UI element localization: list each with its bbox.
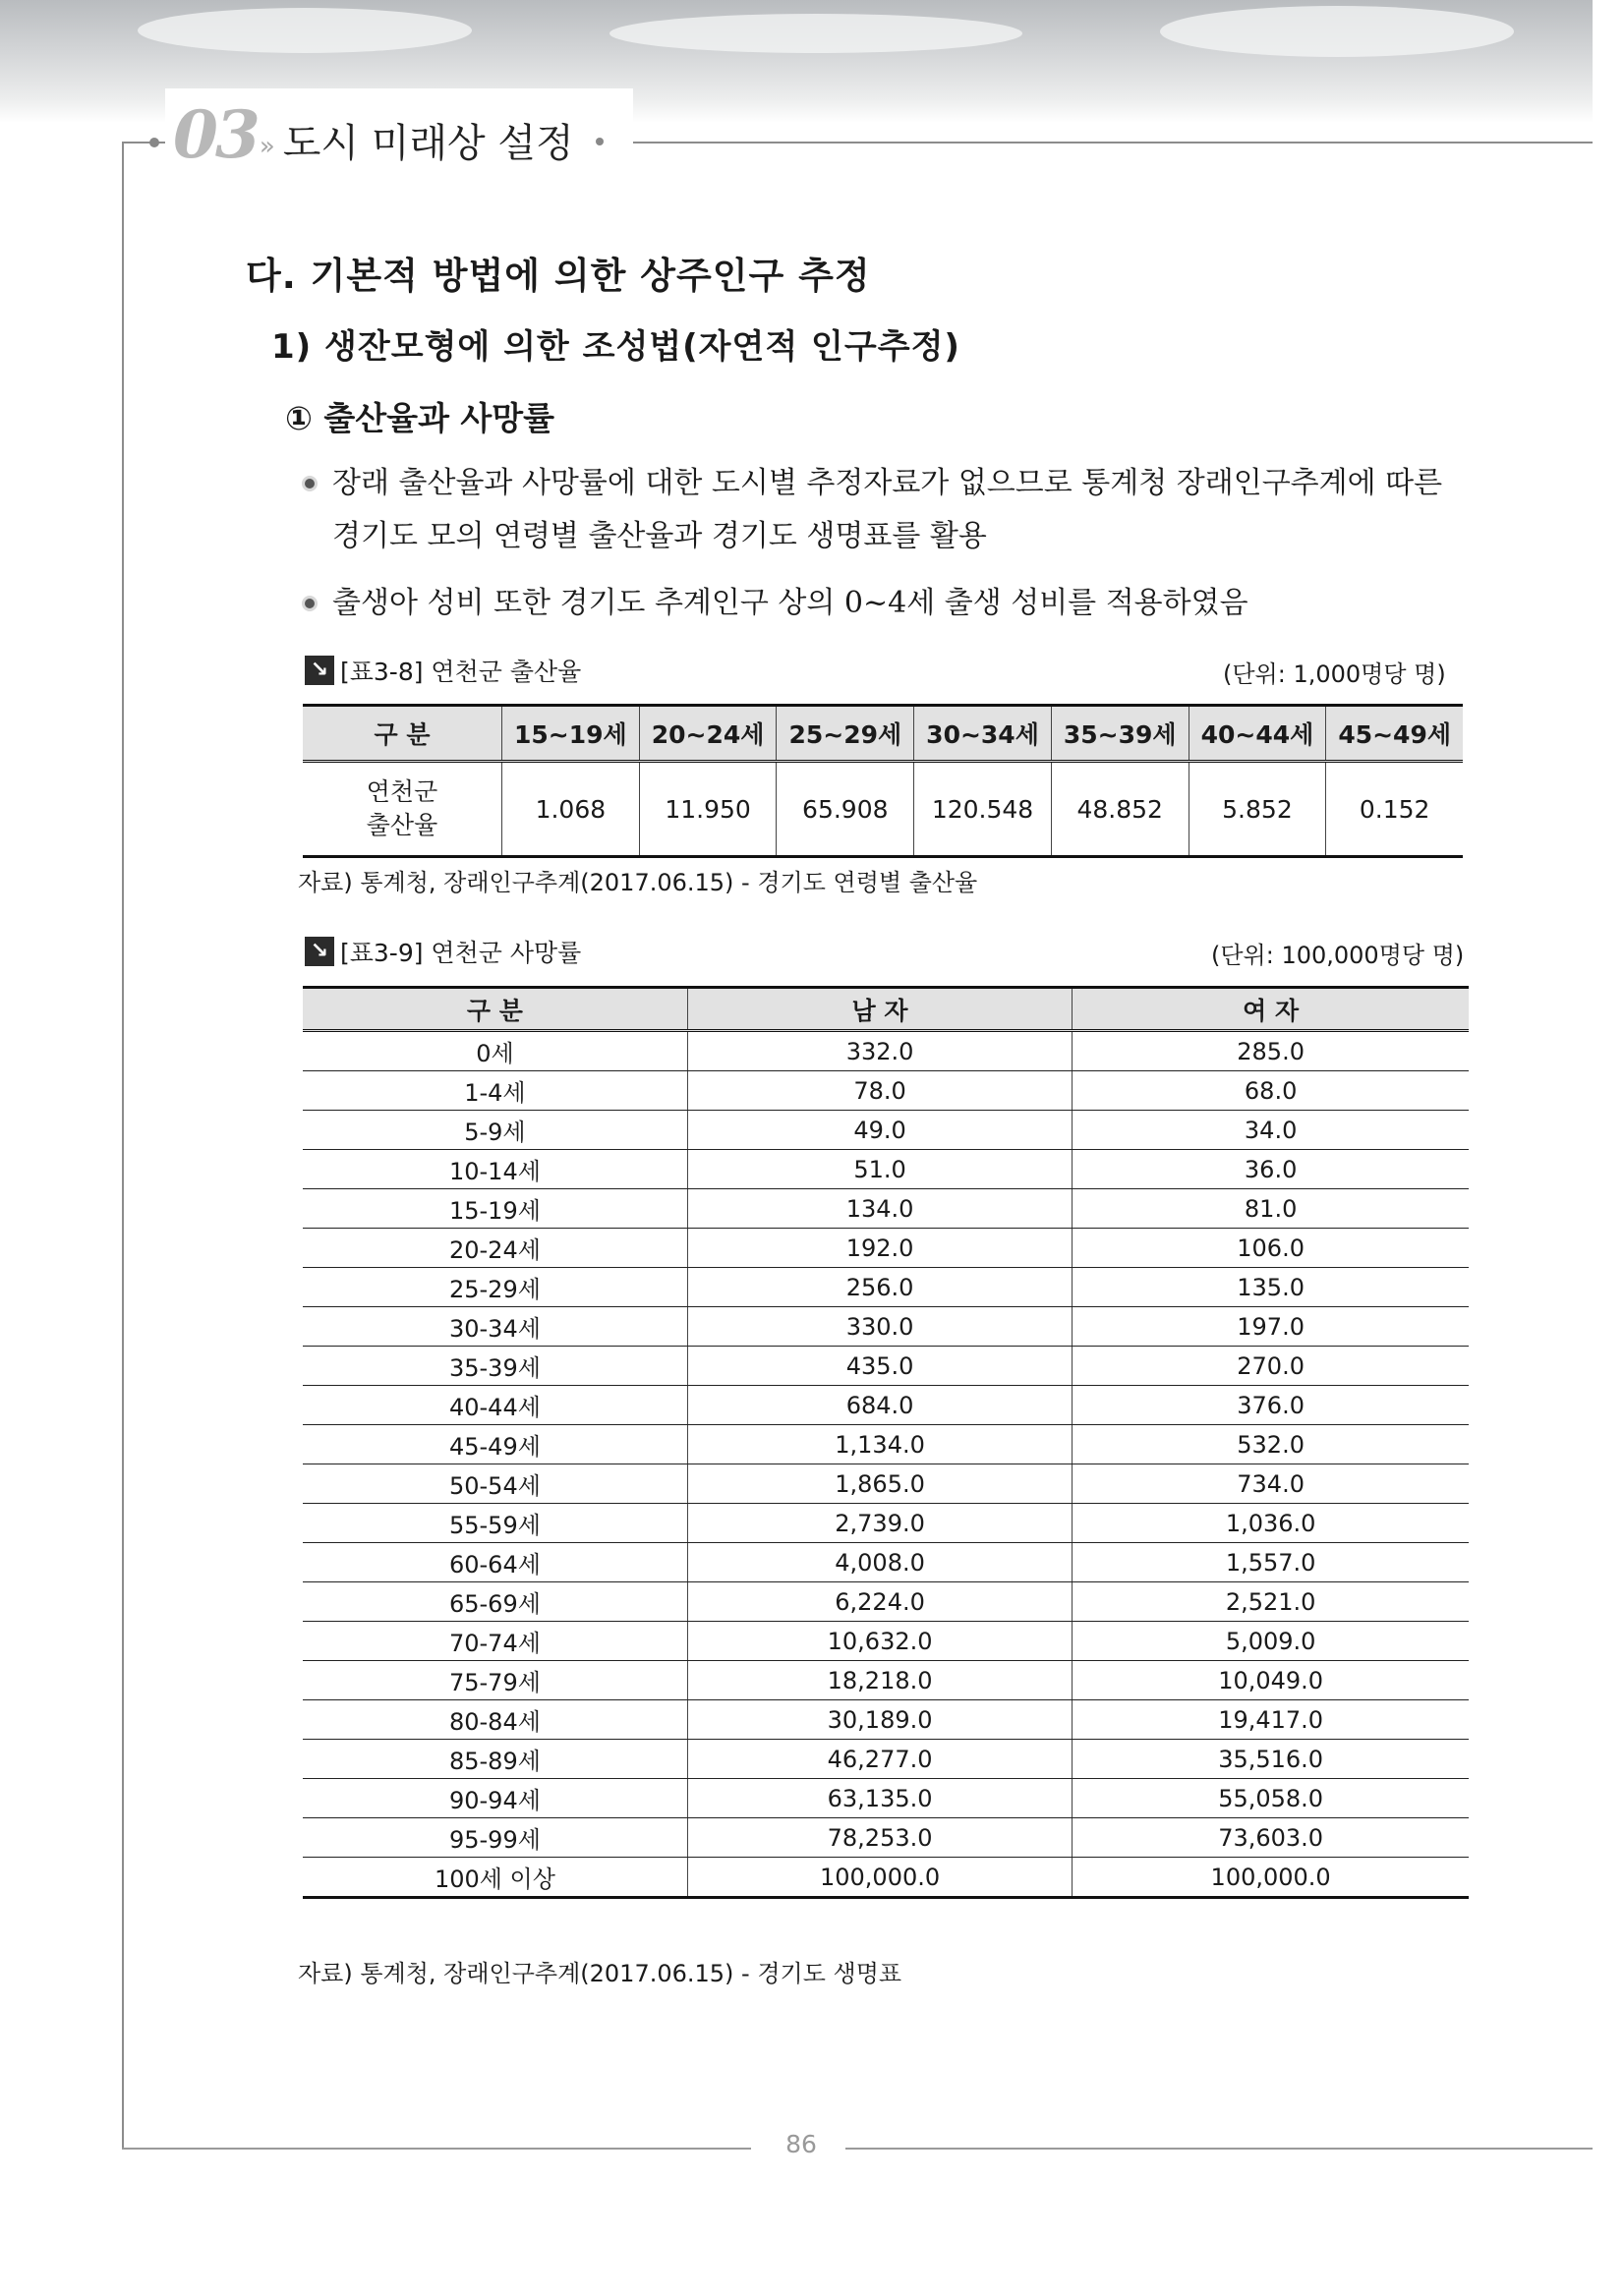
table-row — [303, 1858, 1469, 1898]
table-header-cell: 30~34세 — [914, 706, 1052, 762]
item-heading: ① 출산율과 사망률 — [285, 399, 555, 437]
table-row — [303, 1779, 1469, 1818]
table-cell: 120.548 — [914, 762, 1052, 857]
table1-caption — [305, 653, 581, 688]
male-rate-cell: 4,008.0 — [687, 1543, 1072, 1582]
female-rate-cell: 35,516.0 — [1073, 1740, 1469, 1779]
table-row — [303, 1268, 1469, 1307]
table-row — [303, 1543, 1469, 1582]
section-heading: 다. 기본적 방법에 의한 상주인구 추정 — [246, 255, 871, 297]
page-frame-left — [122, 142, 124, 2149]
table-header-cell: 20~24세 — [639, 706, 777, 762]
male-rate-cell: 46,277.0 — [687, 1740, 1072, 1779]
chapter-title: 도시 미래상 설정 — [282, 121, 574, 166]
circle-bullet-icon — [305, 599, 315, 608]
female-rate-cell: 106.0 — [1073, 1229, 1469, 1268]
age-group-cell: 85-89세 — [303, 1740, 687, 1779]
page-number: 86 — [785, 2130, 817, 2158]
header-lead-dot — [149, 138, 159, 147]
female-rate-cell: 197.0 — [1073, 1307, 1469, 1347]
male-rate-cell: 435.0 — [687, 1347, 1072, 1386]
fertility-table — [303, 704, 1463, 858]
table-header-cell: 남 자 — [687, 988, 1072, 1031]
female-rate-cell: 1,557.0 — [1073, 1543, 1469, 1582]
table-row — [303, 1307, 1469, 1347]
table-row — [303, 1818, 1469, 1858]
age-group-cell: 20-24세 — [303, 1229, 687, 1268]
table2-unit: (단위: 100,000명당 명) — [1211, 942, 1465, 969]
bullet-item — [303, 577, 1463, 630]
female-rate-cell: 734.0 — [1073, 1464, 1469, 1504]
age-group-cell: 25-29세 — [303, 1268, 687, 1307]
table-row — [303, 1740, 1469, 1779]
female-rate-cell: 1,036.0 — [1073, 1504, 1469, 1543]
table-header-cell: 45~49세 — [1326, 706, 1463, 762]
female-rate-cell: 73,603.0 — [1073, 1818, 1469, 1858]
table-cell: 0.152 — [1326, 762, 1463, 857]
table-header-cell: 25~29세 — [777, 706, 914, 762]
age-group-cell: 80-84세 — [303, 1700, 687, 1740]
male-rate-cell: 78.0 — [687, 1071, 1072, 1111]
table-cell: 1.068 — [502, 762, 640, 857]
table2-caption — [305, 934, 581, 969]
age-group-cell: 30-34세 — [303, 1307, 687, 1347]
header-cloud — [1160, 6, 1514, 57]
male-rate-cell: 30,189.0 — [687, 1700, 1072, 1740]
male-rate-cell: 332.0 — [687, 1031, 1072, 1071]
table-header-cell: 35~39세 — [1051, 706, 1189, 762]
table-cell: 65.908 — [777, 762, 914, 857]
female-rate-cell: 285.0 — [1073, 1031, 1469, 1071]
female-rate-cell: 5,009.0 — [1073, 1622, 1469, 1661]
bullet-item — [303, 457, 1463, 563]
age-group-cell: 60-64세 — [303, 1543, 687, 1582]
table-row — [303, 1425, 1469, 1464]
age-group-cell: 100세 이상 — [303, 1858, 687, 1898]
male-rate-cell: 18,218.0 — [687, 1661, 1072, 1700]
male-rate-cell: 2,739.0 — [687, 1504, 1072, 1543]
table-row — [303, 1386, 1469, 1425]
age-group-cell: 5-9세 — [303, 1111, 687, 1150]
table-row — [303, 1504, 1469, 1543]
table2-caption-text: [표3-9] 연천군 사망률 — [340, 939, 582, 967]
age-group-cell: 55-59세 — [303, 1504, 687, 1543]
male-rate-cell: 1,134.0 — [687, 1425, 1072, 1464]
male-rate-cell: 6,224.0 — [687, 1582, 1072, 1622]
bullet-list — [303, 457, 1463, 644]
age-group-cell: 35-39세 — [303, 1347, 687, 1386]
age-group-cell: 40-44세 — [303, 1386, 687, 1425]
male-rate-cell: 134.0 — [687, 1189, 1072, 1229]
row-label-line: 연천군 — [366, 777, 438, 806]
mortality-table-body — [303, 1031, 1469, 1898]
female-rate-cell: 376.0 — [1073, 1386, 1469, 1425]
female-rate-cell: 135.0 — [1073, 1268, 1469, 1307]
table-row — [303, 1031, 1469, 1071]
female-rate-cell: 36.0 — [1073, 1150, 1469, 1189]
male-rate-cell: 256.0 — [687, 1268, 1072, 1307]
header-cloud — [138, 8, 472, 53]
age-group-cell: 1-4세 — [303, 1071, 687, 1111]
bullet-text: 출생아 성비 또한 경기도 추계인구 상의 0~4세 출생 성비를 적용하였음 — [332, 586, 1248, 620]
table-row — [303, 1071, 1469, 1111]
male-rate-cell: 100,000.0 — [687, 1858, 1072, 1898]
female-rate-cell: 55,058.0 — [1073, 1779, 1469, 1818]
table-row — [303, 1111, 1469, 1150]
arrow-down-right-icon: ↘ — [305, 656, 334, 685]
table-row — [303, 1464, 1469, 1504]
header-cloud — [609, 14, 1022, 53]
table-header-row — [303, 706, 1463, 762]
table-cell: 5.852 — [1189, 762, 1326, 857]
table-row — [303, 1661, 1469, 1700]
male-rate-cell: 63,135.0 — [687, 1779, 1072, 1818]
table-header-cell: 40~44세 — [1189, 706, 1326, 762]
table-row — [303, 1229, 1469, 1268]
table-row — [303, 1189, 1469, 1229]
female-rate-cell: 270.0 — [1073, 1347, 1469, 1386]
subsection-heading: 1) 생잔모형에 의한 조성법(자연적 인구추정) — [271, 327, 960, 367]
male-rate-cell: 51.0 — [687, 1150, 1072, 1189]
table1-source: 자료) 통계청, 장래인구추계(2017.06.15) - 경기도 연령별 출산율 — [298, 869, 978, 896]
male-rate-cell: 78,253.0 — [687, 1818, 1072, 1858]
table-header-cell: 15~19세 — [502, 706, 640, 762]
female-rate-cell: 2,521.0 — [1073, 1582, 1469, 1622]
age-group-cell: 70-74세 — [303, 1622, 687, 1661]
chapter-title-dot — [596, 138, 604, 145]
page-frame-bottom-right — [845, 2148, 1593, 2150]
age-group-cell: 65-69세 — [303, 1582, 687, 1622]
table1-unit: (단위: 1,000명당 명) — [1223, 660, 1446, 688]
age-group-cell: 95-99세 — [303, 1818, 687, 1858]
table-row — [303, 1622, 1469, 1661]
chapter-header — [165, 88, 633, 173]
age-group-cell: 50-54세 — [303, 1464, 687, 1504]
table-row — [303, 1347, 1469, 1386]
table-row — [303, 1150, 1469, 1189]
arrow-down-right-icon: ↘ — [305, 937, 334, 966]
female-rate-cell: 532.0 — [1073, 1425, 1469, 1464]
female-rate-cell: 10,049.0 — [1073, 1661, 1469, 1700]
age-group-cell: 45-49세 — [303, 1425, 687, 1464]
bullet-text: 장래 출산율과 사망률에 대한 도시별 추정자료가 없으므로 통계청 장래인구추계에 따른 경기도 모의 연령별 출산율과 경기도 생명표를 활용 — [332, 466, 1443, 553]
female-rate-cell: 19,417.0 — [1073, 1700, 1469, 1740]
age-group-cell: 0세 — [303, 1031, 687, 1071]
table-row — [303, 1700, 1469, 1740]
female-rate-cell: 81.0 — [1073, 1189, 1469, 1229]
table2-source: 자료) 통계청, 장래인구추계(2017.06.15) - 경기도 생명표 — [298, 1960, 902, 1987]
male-rate-cell: 192.0 — [687, 1229, 1072, 1268]
male-rate-cell: 10,632.0 — [687, 1622, 1072, 1661]
table-header-cell: 구 분 — [303, 706, 502, 762]
table-header-cell: 여 자 — [1073, 988, 1469, 1031]
male-rate-cell: 1,865.0 — [687, 1464, 1072, 1504]
age-group-cell: 15-19세 — [303, 1189, 687, 1229]
table-cell: 11.950 — [639, 762, 777, 857]
male-rate-cell: 330.0 — [687, 1307, 1072, 1347]
age-group-cell: 10-14세 — [303, 1150, 687, 1189]
table-row — [303, 1582, 1469, 1622]
male-rate-cell: 684.0 — [687, 1386, 1072, 1425]
circle-bullet-icon — [305, 479, 315, 488]
page-frame-bottom-left — [122, 2148, 751, 2150]
table-header-row — [303, 988, 1469, 1031]
age-group-cell: 75-79세 — [303, 1661, 687, 1700]
table-cell: 48.852 — [1051, 762, 1189, 857]
male-rate-cell: 49.0 — [687, 1111, 1072, 1150]
chapter-number: 03 — [173, 96, 258, 173]
female-rate-cell: 68.0 — [1073, 1071, 1469, 1111]
mortality-table — [303, 986, 1469, 1899]
table-header-cell: 구 분 — [303, 988, 687, 1031]
table1-caption-text: [표3-8] 연천군 출산율 — [340, 658, 582, 686]
chapter-separator: » — [259, 132, 275, 161]
table-row — [303, 762, 1463, 857]
age-group-cell: 90-94세 — [303, 1779, 687, 1818]
female-rate-cell: 100,000.0 — [1073, 1858, 1469, 1898]
female-rate-cell: 34.0 — [1073, 1111, 1469, 1150]
table-row-label — [303, 762, 502, 857]
row-label-line: 출산율 — [366, 811, 438, 839]
